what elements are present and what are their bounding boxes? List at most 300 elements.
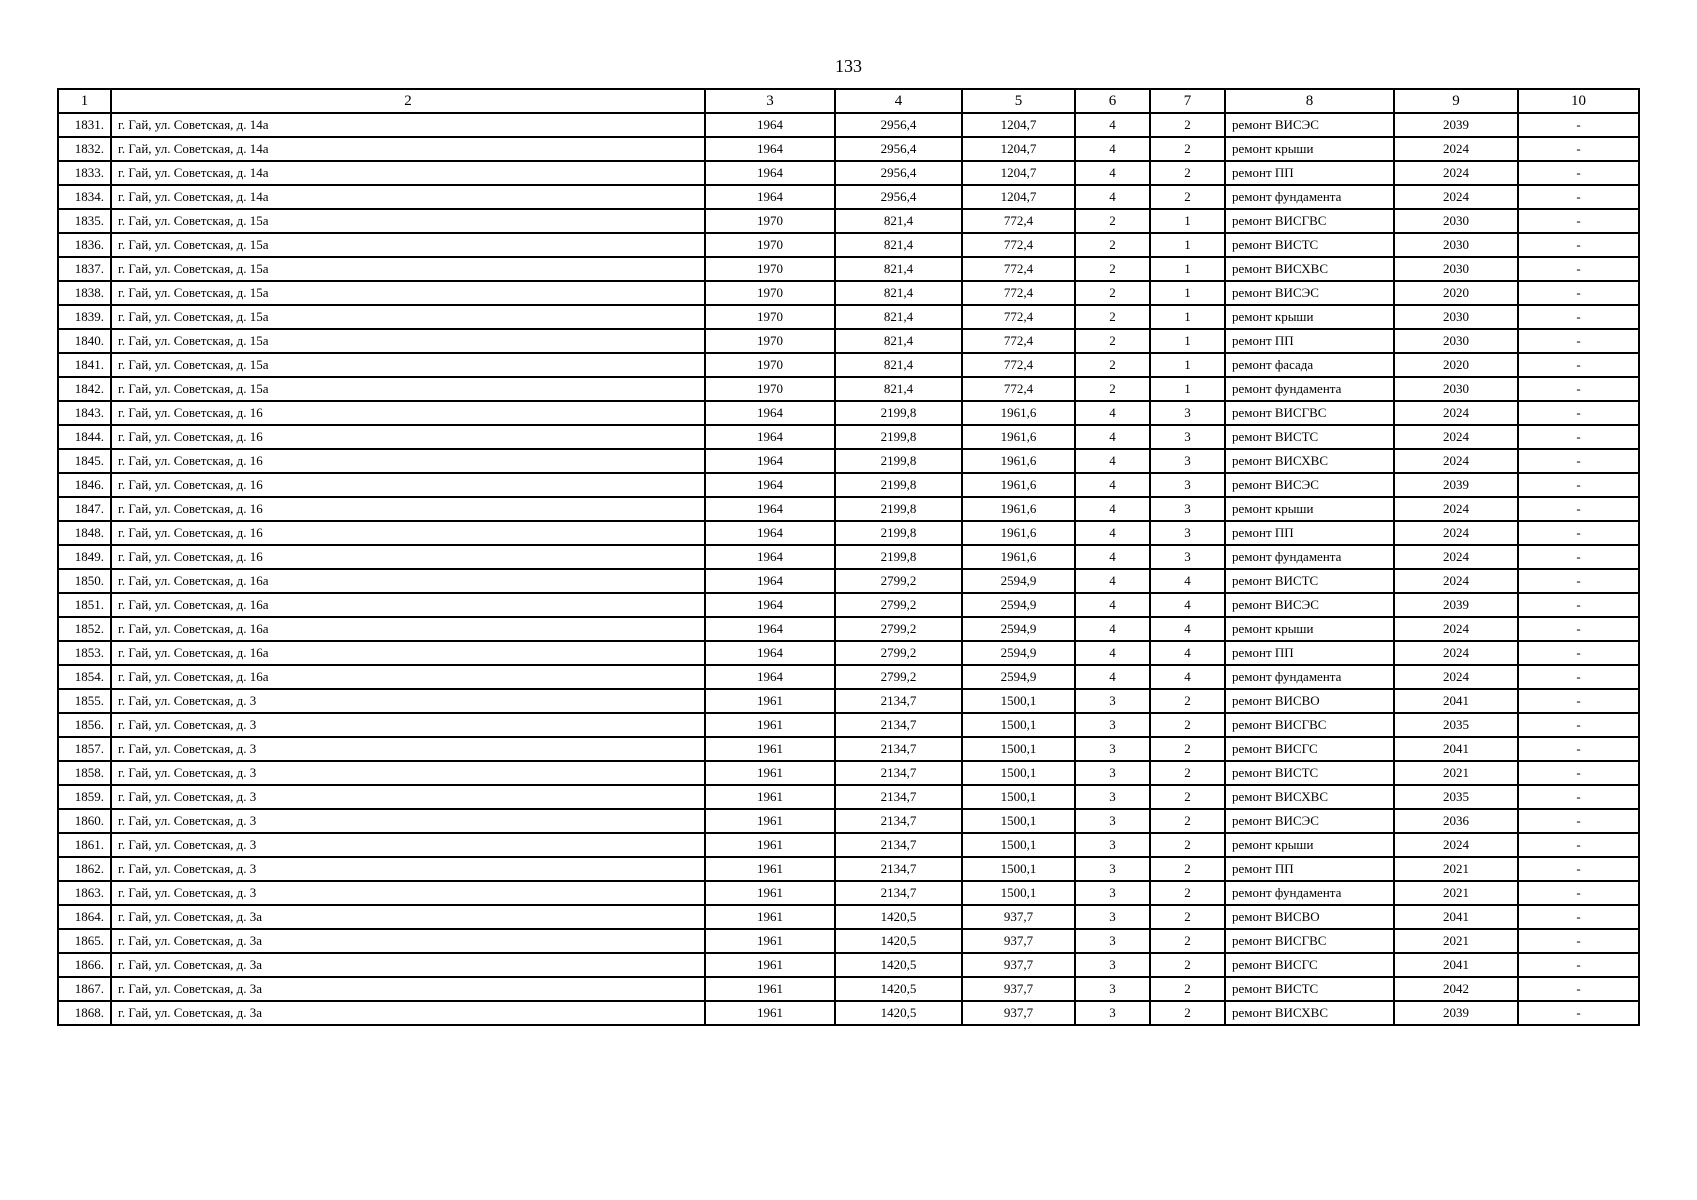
total-area-cell: 1420,5 <box>835 929 962 953</box>
total-area-cell: 1420,5 <box>835 1001 962 1025</box>
planned-year-cell: 2024 <box>1394 833 1518 857</box>
living-area-cell: 772,4 <box>962 305 1075 329</box>
year-cell: 1964 <box>705 665 835 689</box>
total-area-cell: 1420,5 <box>835 905 962 929</box>
total-area-cell: 2134,7 <box>835 785 962 809</box>
header-cell: 5 <box>962 89 1075 113</box>
living-area-cell: 772,4 <box>962 233 1075 257</box>
floors-cell: 4 <box>1075 401 1150 425</box>
note-cell: - <box>1518 209 1639 233</box>
floors-cell: 2 <box>1075 257 1150 281</box>
address-cell: г. Гай, ул. Советская, д. 14а <box>111 161 705 185</box>
work-type-cell: ремонт ВИСГВС <box>1225 929 1394 953</box>
planned-year-cell: 2030 <box>1394 233 1518 257</box>
entrances-cell: 3 <box>1150 401 1225 425</box>
table-row <box>58 953 1639 977</box>
address-cell: г. Гай, ул. Советская, д. 3 <box>111 833 705 857</box>
floors-cell: 4 <box>1075 617 1150 641</box>
living-area-cell: 2594,9 <box>962 665 1075 689</box>
living-area-cell: 772,4 <box>962 281 1075 305</box>
work-type-cell: ремонт ПП <box>1225 857 1394 881</box>
entrances-cell: 4 <box>1150 569 1225 593</box>
floors-cell: 4 <box>1075 521 1150 545</box>
total-area-cell: 821,4 <box>835 209 962 233</box>
year-cell: 1961 <box>705 761 835 785</box>
note-cell: - <box>1518 785 1639 809</box>
note-cell: - <box>1518 113 1639 137</box>
note-cell: - <box>1518 377 1639 401</box>
table-row <box>58 233 1639 257</box>
work-type-cell: ремонт ВИСГВС <box>1225 401 1394 425</box>
living-area-cell: 772,4 <box>962 257 1075 281</box>
entrances-cell: 4 <box>1150 641 1225 665</box>
note-cell: - <box>1518 521 1639 545</box>
entrances-cell: 4 <box>1150 665 1225 689</box>
floors-cell: 3 <box>1075 953 1150 977</box>
row-number: 1842. <box>58 377 111 401</box>
table-row <box>58 113 1639 137</box>
entrances-cell: 4 <box>1150 593 1225 617</box>
planned-year-cell: 2024 <box>1394 137 1518 161</box>
header-row <box>58 89 1639 113</box>
note-cell: - <box>1518 569 1639 593</box>
table-row <box>58 569 1639 593</box>
planned-year-cell: 2030 <box>1394 377 1518 401</box>
living-area-cell: 1500,1 <box>962 785 1075 809</box>
year-cell: 1961 <box>705 689 835 713</box>
year-cell: 1964 <box>705 497 835 521</box>
row-number: 1848. <box>58 521 111 545</box>
total-area-cell: 2799,2 <box>835 593 962 617</box>
planned-year-cell: 2024 <box>1394 569 1518 593</box>
address-cell: г. Гай, ул. Советская, д. 16а <box>111 617 705 641</box>
year-cell: 1964 <box>705 545 835 569</box>
entrances-cell: 2 <box>1150 761 1225 785</box>
living-area-cell: 1204,7 <box>962 161 1075 185</box>
floors-cell: 2 <box>1075 305 1150 329</box>
floors-cell: 3 <box>1075 809 1150 833</box>
table-row <box>58 593 1639 617</box>
floors-cell: 3 <box>1075 881 1150 905</box>
work-type-cell: ремонт ВИСЭС <box>1225 113 1394 137</box>
address-cell: г. Гай, ул. Советская, д. 15а <box>111 209 705 233</box>
row-number: 1834. <box>58 185 111 209</box>
year-cell: 1964 <box>705 161 835 185</box>
note-cell: - <box>1518 281 1639 305</box>
table-row <box>58 497 1639 521</box>
note-cell: - <box>1518 713 1639 737</box>
entrances-cell: 1 <box>1150 209 1225 233</box>
note-cell: - <box>1518 497 1639 521</box>
work-type-cell: ремонт фасада <box>1225 353 1394 377</box>
repair-schedule-table <box>57 88 1640 1026</box>
row-number: 1843. <box>58 401 111 425</box>
planned-year-cell: 2024 <box>1394 617 1518 641</box>
table-row <box>58 665 1639 689</box>
planned-year-cell: 2039 <box>1394 593 1518 617</box>
floors-cell: 4 <box>1075 497 1150 521</box>
address-cell: г. Гай, ул. Советская, д. 16 <box>111 449 705 473</box>
planned-year-cell: 2024 <box>1394 425 1518 449</box>
total-area-cell: 821,4 <box>835 281 962 305</box>
living-area-cell: 937,7 <box>962 953 1075 977</box>
floors-cell: 4 <box>1075 449 1150 473</box>
year-cell: 1964 <box>705 113 835 137</box>
address-cell: г. Гай, ул. Советская, д. 3 <box>111 689 705 713</box>
entrances-cell: 1 <box>1150 305 1225 329</box>
living-area-cell: 772,4 <box>962 209 1075 233</box>
header-cell: 2 <box>111 89 705 113</box>
address-cell: г. Гай, ул. Советская, д. 3 <box>111 881 705 905</box>
row-number: 1849. <box>58 545 111 569</box>
total-area-cell: 2799,2 <box>835 569 962 593</box>
row-number: 1832. <box>58 137 111 161</box>
address-cell: г. Гай, ул. Советская, д. 3 <box>111 809 705 833</box>
table-row <box>58 713 1639 737</box>
work-type-cell: ремонт ВИСТС <box>1225 425 1394 449</box>
planned-year-cell: 2024 <box>1394 497 1518 521</box>
row-number: 1853. <box>58 641 111 665</box>
planned-year-cell: 2039 <box>1394 473 1518 497</box>
total-area-cell: 821,4 <box>835 329 962 353</box>
planned-year-cell: 2041 <box>1394 905 1518 929</box>
work-type-cell: ремонт фундамента <box>1225 377 1394 401</box>
year-cell: 1961 <box>705 881 835 905</box>
note-cell: - <box>1518 545 1639 569</box>
work-type-cell: ремонт ВИСЭС <box>1225 593 1394 617</box>
entrances-cell: 3 <box>1150 449 1225 473</box>
planned-year-cell: 2042 <box>1394 977 1518 1001</box>
total-area-cell: 2799,2 <box>835 641 962 665</box>
table-row <box>58 761 1639 785</box>
note-cell: - <box>1518 689 1639 713</box>
floors-cell: 4 <box>1075 137 1150 161</box>
year-cell: 1961 <box>705 977 835 1001</box>
year-cell: 1964 <box>705 185 835 209</box>
total-area-cell: 821,4 <box>835 305 962 329</box>
row-number: 1867. <box>58 977 111 1001</box>
address-cell: г. Гай, ул. Советская, д. 16 <box>111 497 705 521</box>
living-area-cell: 2594,9 <box>962 569 1075 593</box>
floors-cell: 3 <box>1075 761 1150 785</box>
living-area-cell: 772,4 <box>962 353 1075 377</box>
work-type-cell: ремонт ВИСГВС <box>1225 713 1394 737</box>
floors-cell: 4 <box>1075 641 1150 665</box>
living-area-cell: 1961,6 <box>962 497 1075 521</box>
address-cell: г. Гай, ул. Советская, д. 3а <box>111 1001 705 1025</box>
year-cell: 1970 <box>705 377 835 401</box>
address-cell: г. Гай, ул. Советская, д. 3 <box>111 737 705 761</box>
table-row <box>58 353 1639 377</box>
table-row <box>58 737 1639 761</box>
floors-cell: 4 <box>1075 593 1150 617</box>
planned-year-cell: 2036 <box>1394 809 1518 833</box>
table-row <box>58 473 1639 497</box>
row-number: 1831. <box>58 113 111 137</box>
planned-year-cell: 2021 <box>1394 929 1518 953</box>
entrances-cell: 2 <box>1150 713 1225 737</box>
entrances-cell: 3 <box>1150 545 1225 569</box>
address-cell: г. Гай, ул. Советская, д. 16 <box>111 401 705 425</box>
entrances-cell: 2 <box>1150 1001 1225 1025</box>
year-cell: 1961 <box>705 785 835 809</box>
total-area-cell: 821,4 <box>835 353 962 377</box>
note-cell: - <box>1518 473 1639 497</box>
planned-year-cell: 2024 <box>1394 449 1518 473</box>
total-area-cell: 1420,5 <box>835 977 962 1001</box>
address-cell: г. Гай, ул. Советская, д. 15а <box>111 257 705 281</box>
entrances-cell: 2 <box>1150 905 1225 929</box>
work-type-cell: ремонт ВИСГС <box>1225 953 1394 977</box>
table-row <box>58 329 1639 353</box>
address-cell: г. Гай, ул. Советская, д. 3а <box>111 977 705 1001</box>
total-area-cell: 2199,8 <box>835 449 962 473</box>
entrances-cell: 3 <box>1150 497 1225 521</box>
note-cell: - <box>1518 977 1639 1001</box>
year-cell: 1961 <box>705 833 835 857</box>
table-row <box>58 929 1639 953</box>
total-area-cell: 1420,5 <box>835 953 962 977</box>
table-row <box>58 377 1639 401</box>
total-area-cell: 2199,8 <box>835 401 962 425</box>
living-area-cell: 2594,9 <box>962 617 1075 641</box>
work-type-cell: ремонт ВИСЭС <box>1225 809 1394 833</box>
row-number: 1862. <box>58 857 111 881</box>
year-cell: 1961 <box>705 857 835 881</box>
work-type-cell: ремонт ВИСЭС <box>1225 281 1394 305</box>
floors-cell: 2 <box>1075 281 1150 305</box>
floors-cell: 4 <box>1075 473 1150 497</box>
total-area-cell: 2134,7 <box>835 833 962 857</box>
total-area-cell: 2134,7 <box>835 881 962 905</box>
entrances-cell: 1 <box>1150 329 1225 353</box>
year-cell: 1964 <box>705 641 835 665</box>
address-cell: г. Гай, ул. Советская, д. 15а <box>111 329 705 353</box>
work-type-cell: ремонт ВИСХВС <box>1225 1001 1394 1025</box>
year-cell: 1970 <box>705 305 835 329</box>
table-row <box>58 833 1639 857</box>
address-cell: г. Гай, ул. Советская, д. 15а <box>111 305 705 329</box>
address-cell: г. Гай, ул. Советская, д. 3а <box>111 905 705 929</box>
address-cell: г. Гай, ул. Советская, д. 15а <box>111 233 705 257</box>
table-row <box>58 425 1639 449</box>
address-cell: г. Гай, ул. Советская, д. 15а <box>111 353 705 377</box>
planned-year-cell: 2024 <box>1394 545 1518 569</box>
address-cell: г. Гай, ул. Советская, д. 16а <box>111 593 705 617</box>
note-cell: - <box>1518 185 1639 209</box>
planned-year-cell: 2030 <box>1394 329 1518 353</box>
address-cell: г. Гай, ул. Советская, д. 16а <box>111 665 705 689</box>
entrances-cell: 2 <box>1150 977 1225 1001</box>
note-cell: - <box>1518 617 1639 641</box>
table-row <box>58 161 1639 185</box>
address-cell: г. Гай, ул. Советская, д. 3 <box>111 857 705 881</box>
table-row <box>58 857 1639 881</box>
floors-cell: 3 <box>1075 713 1150 737</box>
row-number: 1850. <box>58 569 111 593</box>
entrances-cell: 2 <box>1150 809 1225 833</box>
work-type-cell: ремонт ВИСТС <box>1225 977 1394 1001</box>
year-cell: 1970 <box>705 257 835 281</box>
entrances-cell: 1 <box>1150 377 1225 401</box>
note-cell: - <box>1518 809 1639 833</box>
planned-year-cell: 2021 <box>1394 761 1518 785</box>
planned-year-cell: 2035 <box>1394 785 1518 809</box>
table-row <box>58 617 1639 641</box>
note-cell: - <box>1518 641 1639 665</box>
note-cell: - <box>1518 449 1639 473</box>
note-cell: - <box>1518 953 1639 977</box>
floors-cell: 3 <box>1075 785 1150 809</box>
living-area-cell: 1500,1 <box>962 881 1075 905</box>
planned-year-cell: 2024 <box>1394 185 1518 209</box>
floors-cell: 2 <box>1075 209 1150 233</box>
floors-cell: 3 <box>1075 833 1150 857</box>
total-area-cell: 2199,8 <box>835 473 962 497</box>
year-cell: 1970 <box>705 353 835 377</box>
note-cell: - <box>1518 353 1639 377</box>
planned-year-cell: 2030 <box>1394 305 1518 329</box>
note-cell: - <box>1518 737 1639 761</box>
row-number: 1857. <box>58 737 111 761</box>
floors-cell: 3 <box>1075 977 1150 1001</box>
note-cell: - <box>1518 905 1639 929</box>
row-number: 1837. <box>58 257 111 281</box>
living-area-cell: 1204,7 <box>962 113 1075 137</box>
address-cell: г. Гай, ул. Советская, д. 14а <box>111 113 705 137</box>
row-number: 1833. <box>58 161 111 185</box>
year-cell: 1964 <box>705 137 835 161</box>
work-type-cell: ремонт фундамента <box>1225 185 1394 209</box>
total-area-cell: 2199,8 <box>835 521 962 545</box>
living-area-cell: 1961,6 <box>962 449 1075 473</box>
row-number: 1866. <box>58 953 111 977</box>
planned-year-cell: 2024 <box>1394 521 1518 545</box>
note-cell: - <box>1518 761 1639 785</box>
living-area-cell: 1500,1 <box>962 857 1075 881</box>
entrances-cell: 1 <box>1150 281 1225 305</box>
floors-cell: 4 <box>1075 113 1150 137</box>
work-type-cell: ремонт крыши <box>1225 617 1394 641</box>
planned-year-cell: 2020 <box>1394 353 1518 377</box>
living-area-cell: 772,4 <box>962 329 1075 353</box>
table-row <box>58 401 1639 425</box>
entrances-cell: 2 <box>1150 929 1225 953</box>
table-row <box>58 305 1639 329</box>
total-area-cell: 821,4 <box>835 233 962 257</box>
total-area-cell: 2799,2 <box>835 617 962 641</box>
planned-year-cell: 2039 <box>1394 113 1518 137</box>
table-body <box>58 113 1639 1025</box>
floors-cell: 2 <box>1075 377 1150 401</box>
header-cell: 1 <box>58 89 111 113</box>
year-cell: 1964 <box>705 473 835 497</box>
year-cell: 1964 <box>705 401 835 425</box>
address-cell: г. Гай, ул. Советская, д. 14а <box>111 137 705 161</box>
floors-cell: 3 <box>1075 929 1150 953</box>
planned-year-cell: 2024 <box>1394 665 1518 689</box>
table-row <box>58 257 1639 281</box>
note-cell: - <box>1518 881 1639 905</box>
planned-year-cell: 2041 <box>1394 689 1518 713</box>
year-cell: 1964 <box>705 449 835 473</box>
header-cell: 10 <box>1518 89 1639 113</box>
note-cell: - <box>1518 833 1639 857</box>
entrances-cell: 1 <box>1150 257 1225 281</box>
floors-cell: 4 <box>1075 569 1150 593</box>
row-number: 1855. <box>58 689 111 713</box>
table-row <box>58 809 1639 833</box>
work-type-cell: ремонт ВИСХВС <box>1225 449 1394 473</box>
living-area-cell: 772,4 <box>962 377 1075 401</box>
address-cell: г. Гай, ул. Советская, д. 16а <box>111 569 705 593</box>
floors-cell: 4 <box>1075 161 1150 185</box>
header-cell: 9 <box>1394 89 1518 113</box>
living-area-cell: 1500,1 <box>962 809 1075 833</box>
row-number: 1846. <box>58 473 111 497</box>
living-area-cell: 937,7 <box>962 977 1075 1001</box>
note-cell: - <box>1518 425 1639 449</box>
address-cell: г. Гай, ул. Советская, д. 14а <box>111 185 705 209</box>
work-type-cell: ремонт ВИСВО <box>1225 905 1394 929</box>
total-area-cell: 2134,7 <box>835 761 962 785</box>
living-area-cell: 937,7 <box>962 929 1075 953</box>
row-number: 1868. <box>58 1001 111 1025</box>
note-cell: - <box>1518 593 1639 617</box>
floors-cell: 3 <box>1075 905 1150 929</box>
table-row <box>58 1001 1639 1025</box>
living-area-cell: 1961,6 <box>962 545 1075 569</box>
total-area-cell: 2956,4 <box>835 185 962 209</box>
work-type-cell: ремонт ПП <box>1225 329 1394 353</box>
row-number: 1838. <box>58 281 111 305</box>
year-cell: 1964 <box>705 617 835 641</box>
address-cell: г. Гай, ул. Советская, д. 16 <box>111 521 705 545</box>
row-number: 1847. <box>58 497 111 521</box>
table-row <box>58 521 1639 545</box>
entrances-cell: 2 <box>1150 689 1225 713</box>
total-area-cell: 2199,8 <box>835 545 962 569</box>
work-type-cell: ремонт крыши <box>1225 497 1394 521</box>
table-row <box>58 881 1639 905</box>
living-area-cell: 1961,6 <box>962 521 1075 545</box>
entrances-cell: 2 <box>1150 137 1225 161</box>
planned-year-cell: 2021 <box>1394 857 1518 881</box>
address-cell: г. Гай, ул. Советская, д. 3 <box>111 761 705 785</box>
floors-cell: 3 <box>1075 857 1150 881</box>
address-cell: г. Гай, ул. Советская, д. 16а <box>111 641 705 665</box>
work-type-cell: ремонт ВИСХВС <box>1225 785 1394 809</box>
table-row <box>58 977 1639 1001</box>
entrances-cell: 3 <box>1150 473 1225 497</box>
floors-cell: 3 <box>1075 737 1150 761</box>
entrances-cell: 2 <box>1150 857 1225 881</box>
table-row <box>58 689 1639 713</box>
year-cell: 1964 <box>705 593 835 617</box>
row-number: 1841. <box>58 353 111 377</box>
table-row <box>58 785 1639 809</box>
row-number: 1863. <box>58 881 111 905</box>
work-type-cell: ремонт ВИСТС <box>1225 761 1394 785</box>
header-cell: 4 <box>835 89 962 113</box>
planned-year-cell: 2030 <box>1394 257 1518 281</box>
entrances-cell: 2 <box>1150 113 1225 137</box>
living-area-cell: 1500,1 <box>962 737 1075 761</box>
entrances-cell: 1 <box>1150 233 1225 257</box>
living-area-cell: 1204,7 <box>962 185 1075 209</box>
table-row <box>58 185 1639 209</box>
table-row <box>58 281 1639 305</box>
